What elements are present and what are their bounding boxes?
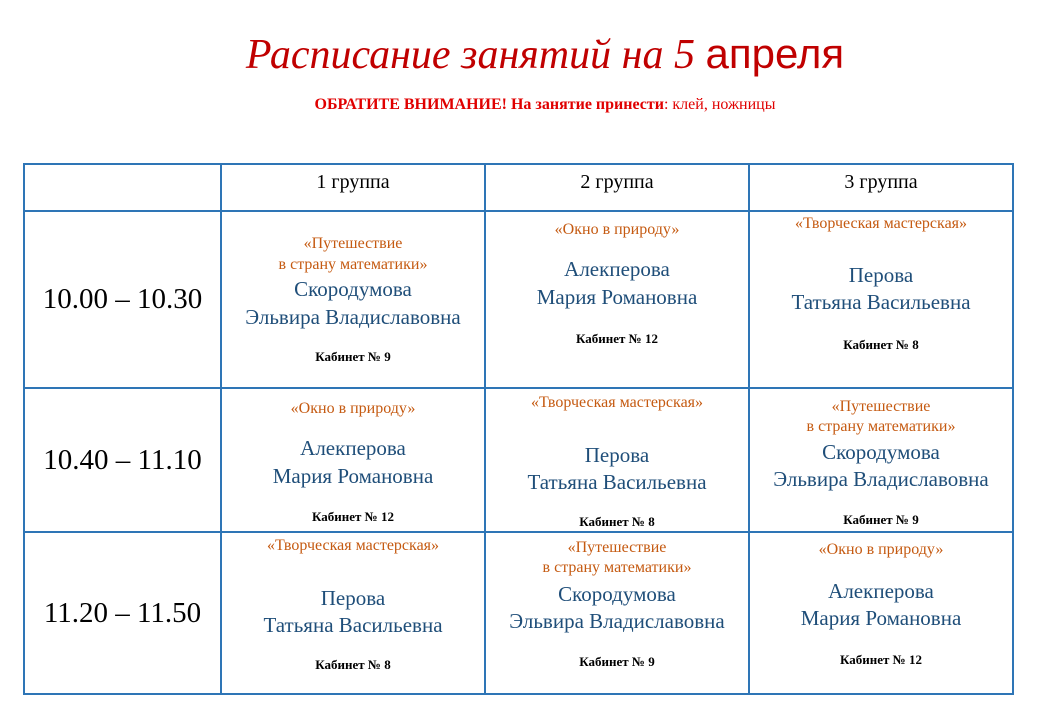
teacher-name: Татьяна Васильевна <box>263 613 443 637</box>
table-row <box>24 388 1013 532</box>
teacher-name: Эльвира Владиславовна <box>509 609 725 633</box>
teacher-name: Мария Романовна <box>800 606 962 630</box>
teacher-surname: Скородумова <box>558 582 676 606</box>
lesson-cell <box>749 532 1013 694</box>
title-month: апреля <box>705 30 845 77</box>
table-row <box>24 532 1013 694</box>
time-cell <box>24 211 221 388</box>
lesson-cell <box>485 211 749 388</box>
table-row <box>24 211 1013 388</box>
room-label: Кабинет № 12 <box>312 509 394 524</box>
time-label: 11.20 – 11.50 <box>43 596 202 629</box>
room-label: Кабинет № 8 <box>843 337 919 352</box>
subject-line-1: «Окно в природу» <box>818 541 944 558</box>
teacher-surname: Алекперова <box>300 436 406 460</box>
time-cell <box>24 388 221 532</box>
time-label: 10.40 – 11.10 <box>43 443 202 476</box>
page-title <box>0 28 1038 81</box>
room-label: Кабинет № 12 <box>576 331 658 346</box>
time-cell <box>24 532 221 694</box>
room-label: Кабинет № 12 <box>840 652 922 667</box>
teacher-surname: Скородумова <box>294 277 412 301</box>
teacher-name: Мария Романовна <box>272 464 434 488</box>
lesson-cell <box>749 211 1013 388</box>
subject-line-1: «Творческая мастерская» <box>530 394 704 411</box>
teacher-name: Татьяна Васильевна <box>791 290 971 314</box>
header-group-2-label: 2 группа <box>580 171 654 193</box>
lesson-cell <box>221 388 485 532</box>
room-label: Кабинет № 9 <box>315 349 391 364</box>
teacher-name: Эльвира Владиславовна <box>773 467 989 491</box>
subject-line-2: в страну математики» <box>278 256 428 273</box>
teacher-name: Татьяна Васильевна <box>527 470 707 494</box>
header-group-1-label: 1 группа <box>316 171 390 193</box>
subject-line-1: «Творческая мастерская» <box>266 537 440 554</box>
room-label: Кабинет № 9 <box>579 654 655 669</box>
subject-line-1: «Окно в природу» <box>290 400 416 417</box>
teacher-surname: Перова <box>320 586 386 610</box>
teacher-surname: Перова <box>848 263 914 287</box>
subject-line-2: в страну математики» <box>806 418 956 435</box>
subject-line-1: «Творческая мастерская» <box>794 215 968 232</box>
teacher-surname: Перова <box>584 443 650 467</box>
subject-line-1: «Путешествие <box>831 398 931 415</box>
header-group-3-label: 3 группа <box>844 171 918 193</box>
notice-rest: : клей, ножницы <box>663 96 776 113</box>
teacher-surname: Алекперова <box>828 579 934 603</box>
subject-line-1: «Окно в природу» <box>554 221 680 238</box>
subject-line-1: «Путешествие <box>303 235 403 252</box>
room-label: Кабинет № 8 <box>315 657 391 672</box>
header-group-3 <box>749 164 1013 211</box>
table-header-row <box>24 164 1013 211</box>
schedule-table <box>23 163 1014 695</box>
notice-bold: ОБРАТИТЕ ВНИМАНИЕ! На занятие принести <box>314 96 664 113</box>
header-group-2 <box>485 164 749 211</box>
lesson-cell <box>749 388 1013 532</box>
room-label: Кабинет № 8 <box>579 514 655 529</box>
lesson-cell <box>221 532 485 694</box>
room-label: Кабинет № 9 <box>843 512 919 527</box>
teacher-name: Мария Романовна <box>536 285 698 309</box>
lesson-cell <box>221 211 485 388</box>
lesson-cell <box>485 388 749 532</box>
title-main: Расписание занятий на 5 <box>245 32 695 78</box>
teacher-surname: Скородумова <box>822 440 940 464</box>
teacher-name: Эльвира Владиславовна <box>245 305 461 329</box>
lesson-cell <box>485 532 749 694</box>
notice-line <box>0 95 1038 115</box>
teacher-surname: Алекперова <box>564 257 670 281</box>
time-label: 10.00 – 10.30 <box>42 283 203 315</box>
subject-line-2: в страну математики» <box>542 559 692 576</box>
header-group-1 <box>221 164 485 211</box>
header-corner <box>24 164 221 211</box>
subject-line-1: «Путешествие <box>567 539 667 556</box>
